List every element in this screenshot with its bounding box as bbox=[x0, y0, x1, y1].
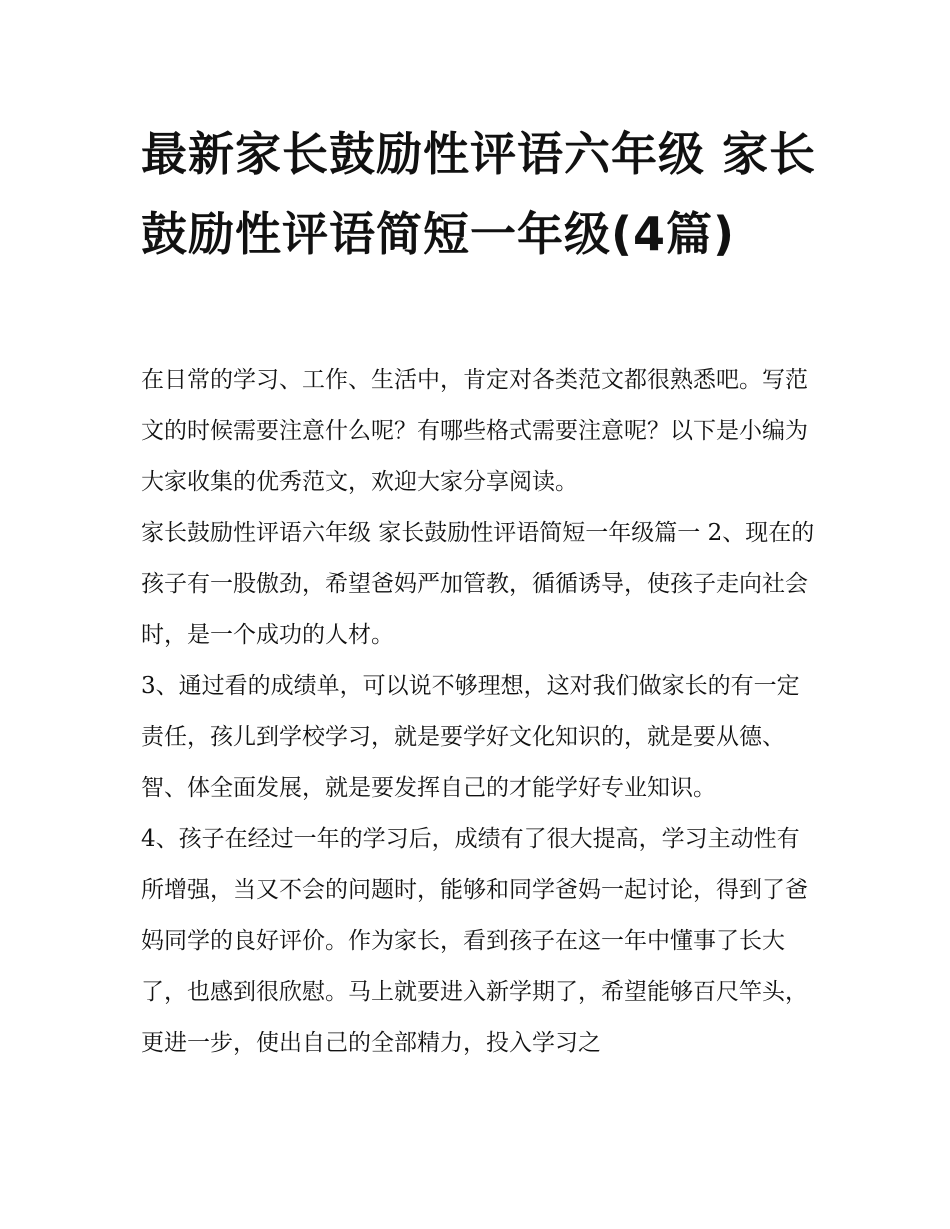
paragraph-item-4: 4、孩子在经过一年的学习后，成绩有了很大提高，学习主动性有所增强，当又不会的问题时，能够和同学爸妈一起讨论，得到了爸妈同学的良好评价。作为家长，看到孩子在这一年中懂事了长大了，也感到很欣慰。马上就要进入新学期了，希望能够百尺竿头，更进一步，使出自己的全部精力，投入学习之 bbox=[141, 826, 808, 1056]
paragraph-item-3: 3、通过看的成绩单，可以说不够理想，这对我们做家长的有一定责任，孩儿到学校学习，就是要学好文化知识的，就是要从德、智、体全面发展，就是要发挥自己的才能学好专业知识。 bbox=[141, 673, 800, 801]
paragraph-item-2: 家长鼓励性评语六年级 家长鼓励性评语简短一年级篇一 2、现在的孩子有一股傲劲，希望爸妈严加管教，循循诱导，使孩子走向社会时，是一个成功的人材。 bbox=[141, 520, 815, 648]
document-title: 最新家长鼓励性评语六年级 家长鼓励性评语简短一年级(4篇) bbox=[141, 127, 817, 261]
paragraph-intro: 在日常的学习、工作、生活中，肯定对各类范文都很熟悉吧。写范文的时候需要注意什么呢？有哪些格式需要注意呢？以下是小编为大家收集的优秀范文，欢迎大家分享阅读。 bbox=[141, 367, 808, 495]
document-body bbox=[141, 355, 816, 1069]
